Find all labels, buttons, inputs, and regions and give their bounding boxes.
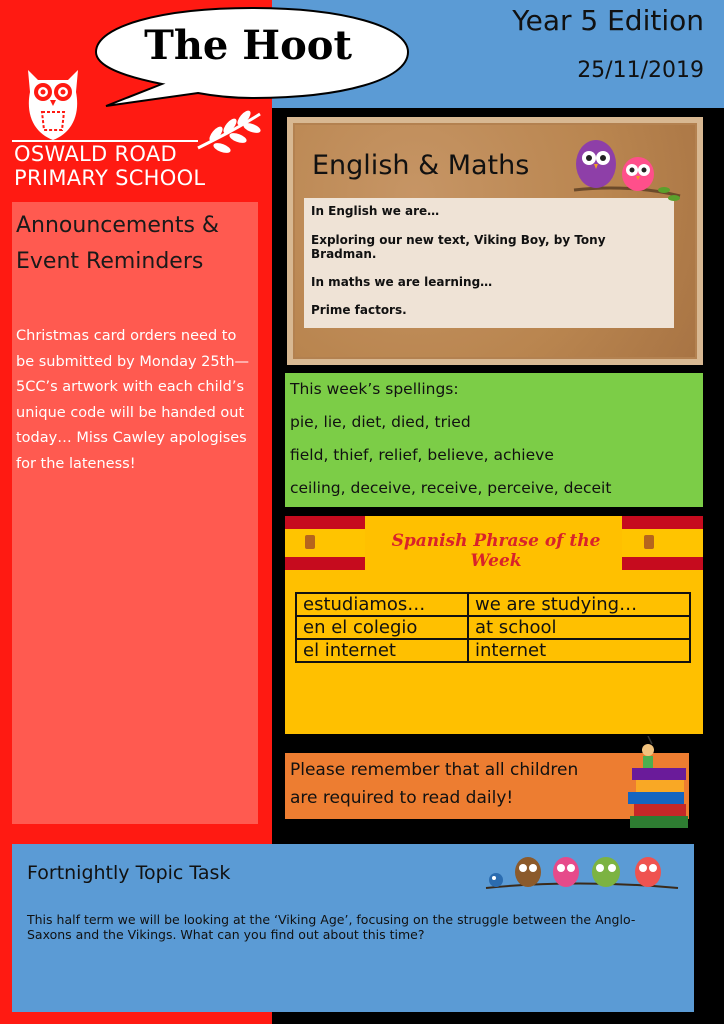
spanish-phrase: en el colegio xyxy=(296,616,468,639)
english-translation: internet xyxy=(468,639,690,662)
spanish-flag-icon xyxy=(622,516,703,570)
olive-branch-icon xyxy=(196,108,262,156)
english-intro: In English we are… xyxy=(311,204,440,218)
maths-detail: Prime factors. xyxy=(311,303,407,317)
book-stack-icon xyxy=(624,736,692,832)
spanish-flag-icon xyxy=(285,516,365,570)
table-row xyxy=(296,639,690,662)
school-name-line1: OSWALD ROAD xyxy=(14,142,177,166)
english-translation: at school xyxy=(468,616,690,639)
announcements-panel xyxy=(12,202,258,824)
spellings-heading: This week’s spellings: xyxy=(290,380,459,398)
topic-heading: Fortnightly Topic Task xyxy=(27,862,231,884)
newsletter-title: The Hoot xyxy=(144,22,352,69)
school-name-line2: PRIMARY SCHOOL xyxy=(14,166,206,190)
english-maths-title: English & Maths xyxy=(312,150,530,181)
spanish-phrase-table xyxy=(295,592,691,663)
spelling-row: ceiling, deceive, receive, perceive, deceit xyxy=(290,479,612,497)
english-detail: Exploring our new text, Viking Boy, by Tony Bradman. xyxy=(311,233,606,261)
spelling-row: field, thief, relief, believe, achieve xyxy=(290,446,554,464)
announcements-heading-line2: Event Reminders xyxy=(16,249,204,274)
owl-logo-icon xyxy=(18,62,88,142)
issue-date: 25/11/2019 xyxy=(577,58,704,83)
table-row xyxy=(296,616,690,639)
edition-label: Year 5 Edition xyxy=(512,4,704,37)
reminder-line2: are required to read daily! xyxy=(290,788,514,808)
announcements-heading-line1: Announcements & xyxy=(16,213,220,238)
announcements-body: Christmas card orders need to be submitted by Monday 25th—5CC’s artwork with each child’s unique code will be handed out today… Miss Cawley apologises for the lateness! xyxy=(16,328,250,472)
table-row xyxy=(296,593,690,616)
spanish-title: Spanish Phrase of the Week xyxy=(391,531,601,571)
reminder-line1: Please remember that all children xyxy=(290,760,579,780)
maths-intro: In maths we are learning… xyxy=(311,275,493,289)
english-translation: we are studying… xyxy=(468,593,690,616)
owls-on-branch-icon xyxy=(484,852,680,896)
announcements-heading xyxy=(16,208,256,280)
owls-on-branch-icon xyxy=(570,134,682,206)
spanish-phrase: el internet xyxy=(296,639,468,662)
spelling-row: pie, lie, diet, died, tried xyxy=(290,413,471,431)
topic-body: This half term we will be looking at the ‘Viking Age’, focusing on the struggle between the Anglo-Saxons and the Vikings. What can you find out about this time? xyxy=(27,912,636,942)
spanish-phrase: estudiamos… xyxy=(296,593,468,616)
